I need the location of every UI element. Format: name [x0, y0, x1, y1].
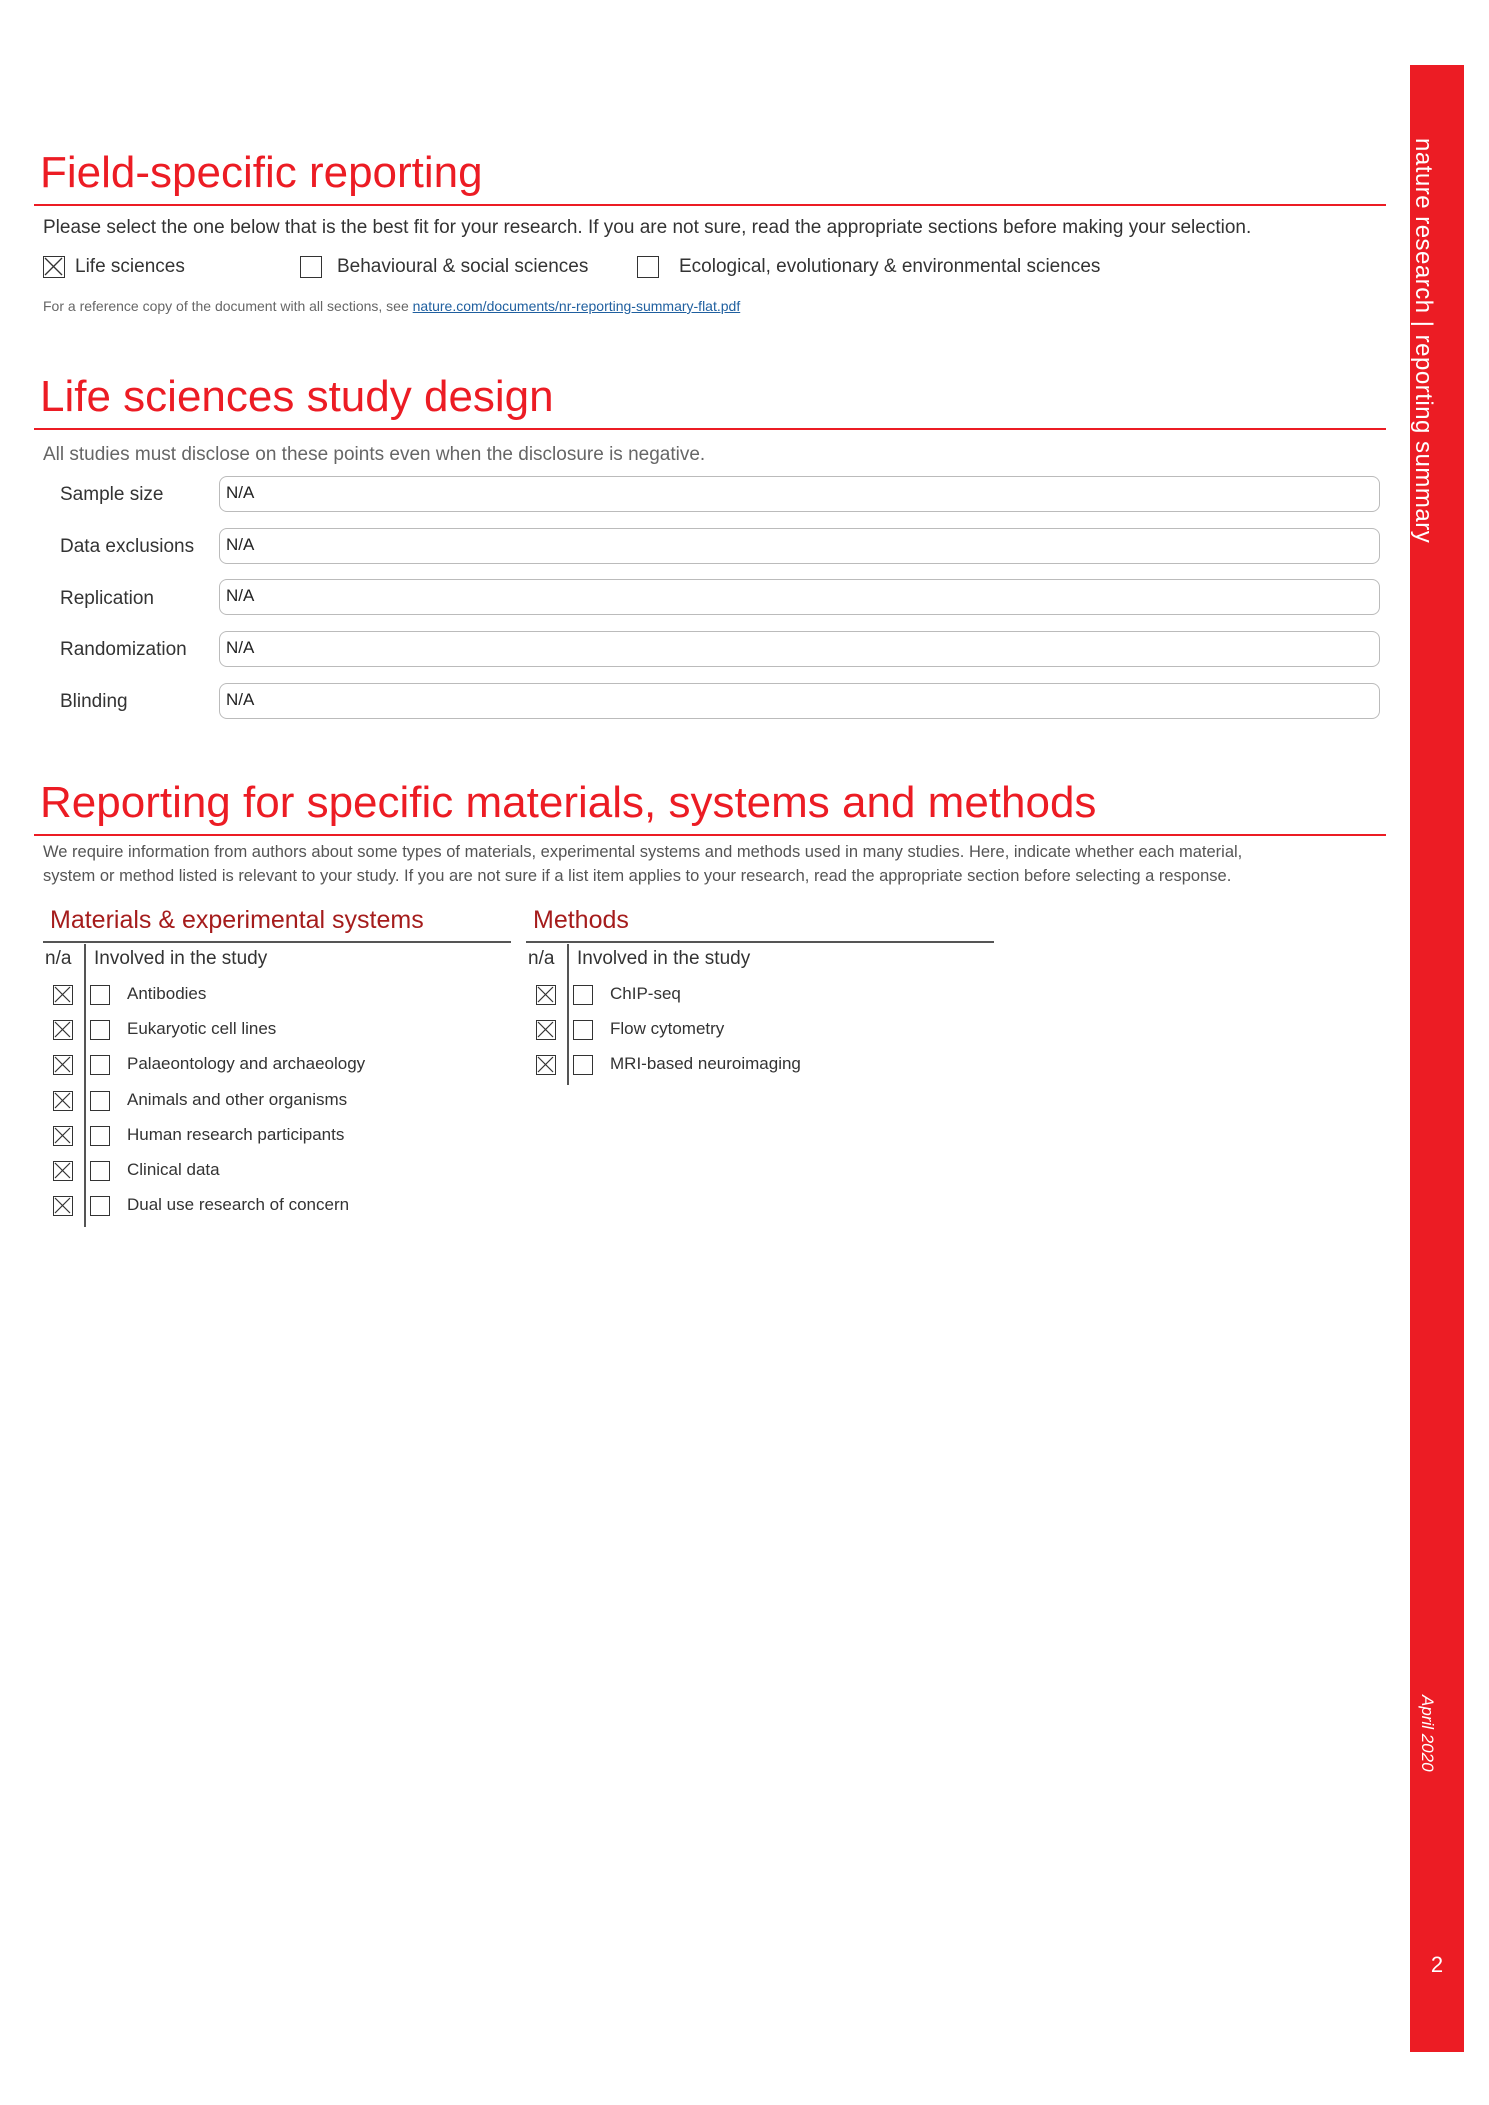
study-design-intro: All studies must disclose on these points even when the disclosure is negative. — [43, 444, 706, 465]
check-x-icon — [44, 257, 63, 276]
na-checkbox[interactable] — [536, 1055, 556, 1075]
check-x-icon — [537, 1021, 554, 1038]
item-label: Human research participants — [127, 1125, 345, 1144]
life-sciences-label: Life sciences — [75, 256, 185, 277]
na-checkbox[interactable] — [53, 985, 73, 1005]
methods-table-rule — [526, 941, 994, 943]
check-x-icon — [54, 1127, 71, 1144]
check-x-icon — [54, 1197, 71, 1214]
methods-table-title: Methods — [533, 906, 629, 934]
item-label: ChIP-seq — [610, 984, 681, 1003]
replication-label: Replication — [60, 588, 154, 609]
behavioural-label: Behavioural & social sciences — [337, 256, 589, 277]
na-checkbox[interactable] — [536, 985, 556, 1005]
study-design-heading: Life sciences study design — [40, 372, 554, 421]
materials-table-title: Materials & experimental systems — [50, 906, 424, 934]
involved-checkbox[interactable] — [90, 1161, 110, 1181]
involved-checkbox[interactable] — [90, 1196, 110, 1216]
page-number: 2 — [1430, 1952, 1444, 1977]
materials-methods-heading: Reporting for specific materials, systems and methods — [40, 778, 1097, 827]
item-label: Dual use research of concern — [127, 1195, 350, 1214]
reference-link[interactable]: nature.com/documents/nr-reporting-summary-flat.pdf — [412, 298, 741, 314]
item-label: Flow cytometry — [610, 1019, 725, 1038]
na-checkbox[interactable] — [536, 1020, 556, 1040]
check-x-icon — [537, 986, 554, 1003]
involved-checkbox[interactable] — [573, 1020, 593, 1040]
data-exclusions-field[interactable]: N/A — [219, 528, 1380, 564]
check-x-icon — [54, 986, 71, 1003]
involved-checkbox[interactable] — [90, 985, 110, 1005]
item-label: Palaeontology and archaeology — [127, 1054, 366, 1073]
materials-table-rule — [43, 941, 511, 943]
involved-checkbox[interactable] — [90, 1091, 110, 1111]
behavioural-checkbox[interactable] — [300, 256, 322, 278]
na-checkbox[interactable] — [53, 1161, 73, 1181]
life-sciences-checkbox[interactable] — [43, 256, 65, 278]
blinding-field[interactable]: N/A — [219, 683, 1380, 719]
randomization-field[interactable]: N/A — [219, 631, 1380, 667]
materials-col-involved: Involved in the study — [94, 948, 268, 969]
involved-checkbox[interactable] — [90, 1020, 110, 1040]
item-label: Eukaryotic cell lines — [127, 1019, 277, 1038]
methods-col-involved: Involved in the study — [577, 948, 751, 969]
check-x-icon — [54, 1021, 71, 1038]
field-instruction: Please select the one below that is the best fit for your research. If you are not sure, read the appropriate sections before making your selection. — [43, 217, 1252, 238]
item-label: Animals and other organisms — [127, 1090, 348, 1109]
sidebar-band — [1410, 65, 1464, 2052]
involved-checkbox[interactable] — [90, 1055, 110, 1075]
materials-intro-line-2: system or method listed is relevant to your study. If you are not sure if a list item applies to your research, read the appropriate section before selecting a response. — [43, 867, 1232, 885]
na-checkbox[interactable] — [53, 1126, 73, 1146]
sidebar-date: April 2020 — [1418, 1695, 1437, 1772]
methods-divider — [567, 944, 569, 1085]
sample-size-field[interactable]: N/A — [219, 476, 1380, 512]
methods-col-na: n/a — [528, 948, 555, 969]
ecological-checkbox[interactable] — [637, 256, 659, 278]
replication-field[interactable]: N/A — [219, 579, 1380, 615]
data-exclusions-label: Data exclusions — [60, 536, 195, 557]
na-checkbox[interactable] — [53, 1091, 73, 1111]
field-specific-heading: Field-specific reporting — [40, 148, 483, 197]
na-checkbox[interactable] — [53, 1055, 73, 1075]
materials-divider — [84, 944, 86, 1227]
check-x-icon — [54, 1056, 71, 1073]
item-label: MRI-based neuroimaging — [610, 1054, 801, 1073]
ecological-label: Ecological, evolutionary & environmental sciences — [679, 256, 1101, 277]
item-label: Antibodies — [127, 984, 207, 1003]
randomization-label: Randomization — [60, 639, 187, 660]
reference-note — [43, 298, 740, 314]
involved-checkbox[interactable] — [90, 1126, 110, 1146]
check-x-icon — [54, 1162, 71, 1179]
na-checkbox[interactable] — [53, 1196, 73, 1216]
item-label: Clinical data — [127, 1160, 220, 1179]
check-x-icon — [54, 1092, 71, 1109]
involved-checkbox[interactable] — [573, 1055, 593, 1075]
heading-rule — [34, 204, 1386, 206]
materials-intro-line-1: We require information from authors about some types of materials, experimental systems and methods used in many studies. Here, indicate whether each material, — [43, 843, 1243, 861]
sidebar-title: nature research | reporting summary — [1410, 138, 1437, 544]
sample-size-label: Sample size — [60, 484, 164, 505]
blinding-label: Blinding — [60, 691, 128, 712]
check-x-icon — [537, 1056, 554, 1073]
na-checkbox[interactable] — [53, 1020, 73, 1040]
reference-text: For a reference copy of the document with all sections, see — [43, 298, 413, 314]
involved-checkbox[interactable] — [573, 985, 593, 1005]
heading-rule — [34, 834, 1386, 836]
materials-col-na: n/a — [45, 948, 72, 969]
heading-rule — [34, 428, 1386, 430]
